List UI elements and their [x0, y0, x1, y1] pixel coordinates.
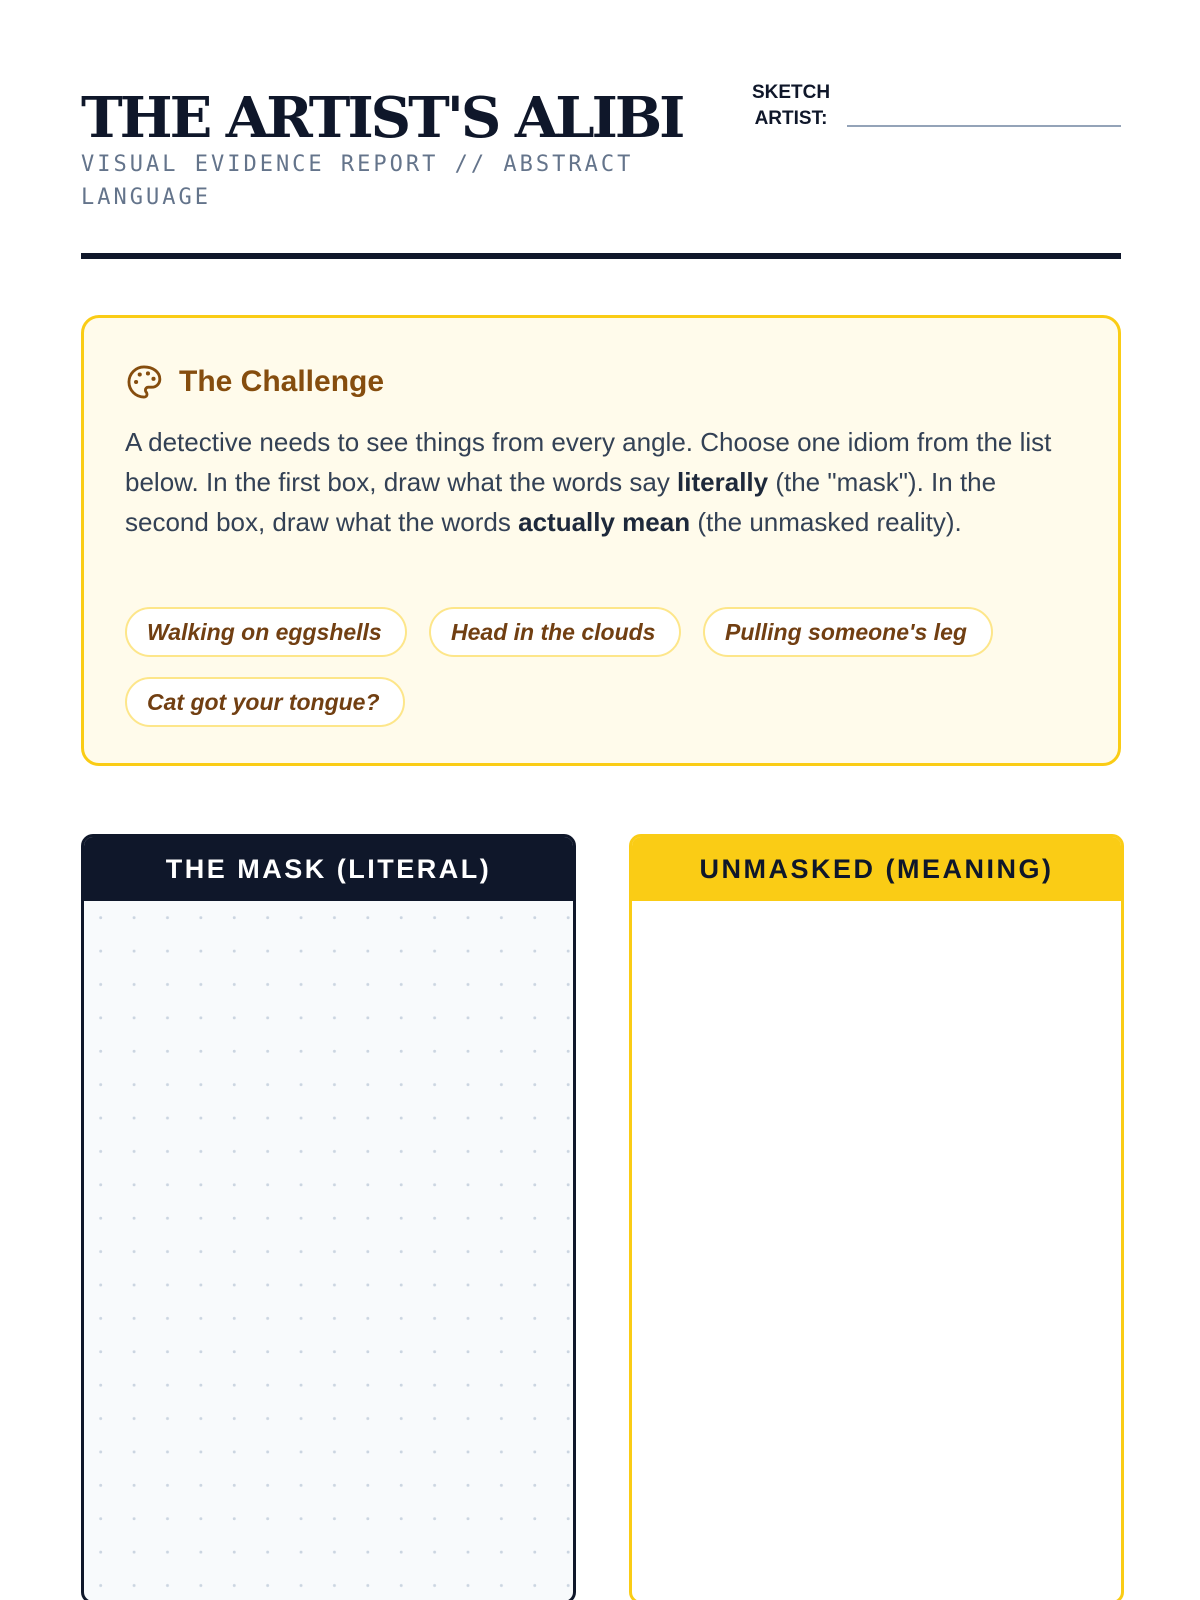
- instructions-text-1: A detective needs to see things from every angle. Choose one idiom from the list below. In the first box, draw what the words say: [125, 427, 1052, 497]
- sketch-artist-line[interactable]: [847, 125, 1121, 127]
- challenge-box: [81, 315, 1121, 766]
- instructions-bold-literally: literally: [677, 467, 769, 497]
- palette-icon: [125, 363, 163, 401]
- literal-panel: [81, 834, 576, 1600]
- challenge-instructions: [125, 422, 1075, 542]
- sketch-artist-field: [741, 80, 1121, 140]
- challenge-heading: [125, 362, 384, 402]
- report-header: [81, 80, 1121, 262]
- header-divider: [81, 253, 1121, 259]
- idiom-pill[interactable]: Head in the clouds: [429, 607, 681, 657]
- page-title: THE ARTIST'S ALIBI: [81, 85, 683, 151]
- idiom-pill[interactable]: Pulling someone's leg: [703, 607, 993, 657]
- idiom-pill[interactable]: Cat got your tongue?: [125, 677, 405, 727]
- sketch-artist-label: SKETCH ARTIST:: [751, 82, 831, 129]
- idiom-pill[interactable]: Walking on eggshells: [125, 607, 407, 657]
- idiom-list: [125, 607, 1075, 727]
- literal-drawing-area[interactable]: [84, 901, 573, 1600]
- meaning-panel-title: UNMASKED (MEANING): [632, 837, 1121, 901]
- challenge-title: The Challenge: [179, 365, 385, 398]
- page-subtitle: VISUAL EVIDENCE REPORT // ABSTRACT LANGUAGE: [81, 152, 634, 210]
- meaning-panel: [629, 834, 1124, 1600]
- instructions-text-2: (the "mask"). In the second box, draw what the words: [125, 467, 997, 537]
- instructions-bold-actually-mean: actually mean: [518, 507, 691, 537]
- meaning-drawing-area[interactable]: [632, 901, 1121, 1600]
- instructions-text-3: (the unmasked reality).: [690, 507, 962, 537]
- literal-panel-title: THE MASK (LITERAL): [84, 837, 573, 901]
